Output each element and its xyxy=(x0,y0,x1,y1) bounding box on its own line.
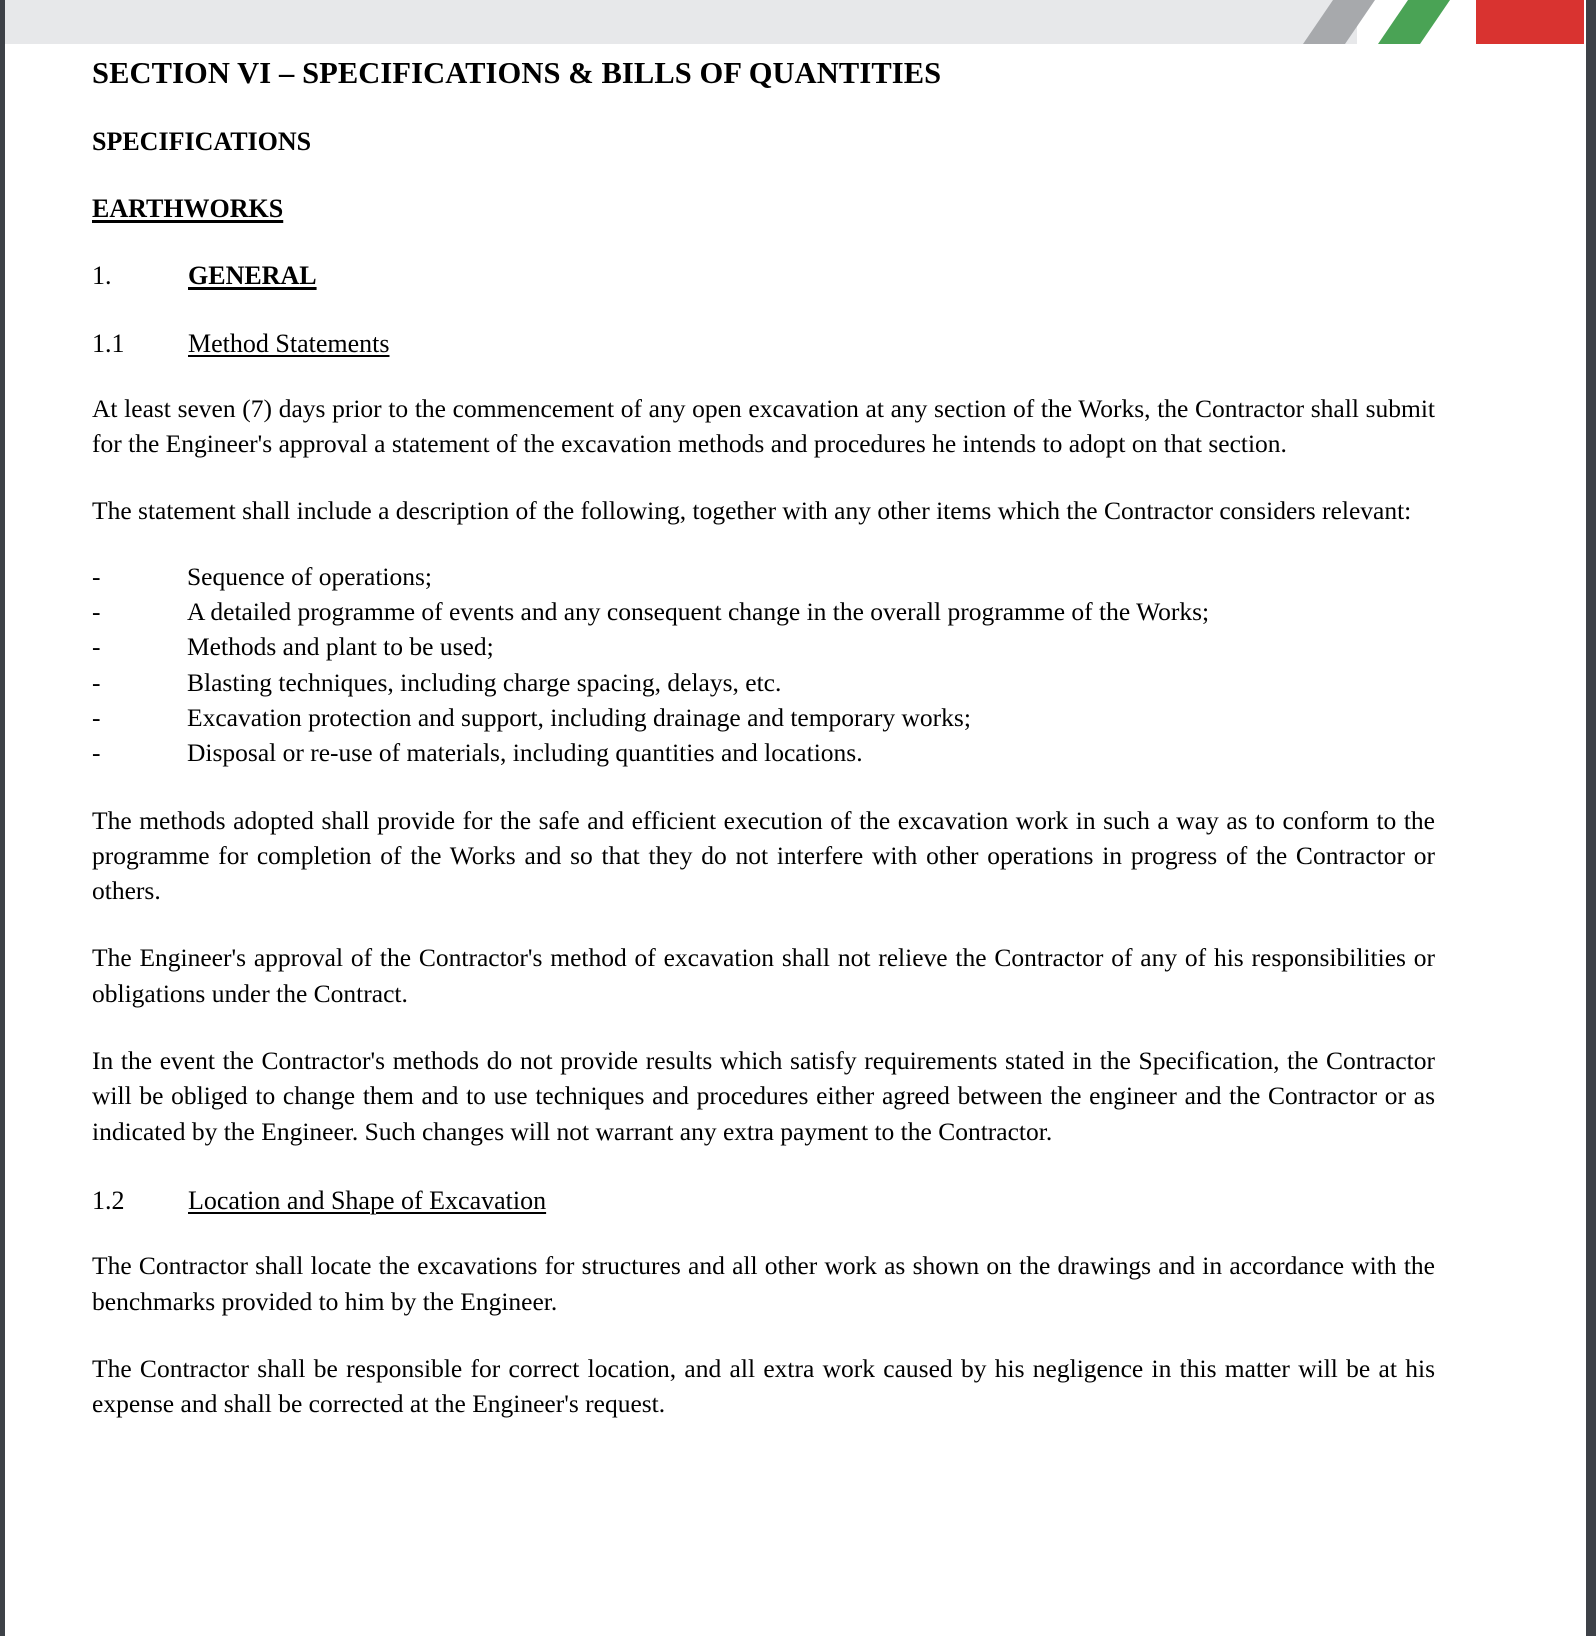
document-content xyxy=(92,44,1435,1421)
earthworks-heading xyxy=(92,157,1435,224)
list-item-label: Blasting techniques, including charge spacing, delays, etc. xyxy=(187,667,782,697)
list-item xyxy=(92,735,1435,770)
dash-bullet-icon: - xyxy=(92,738,101,768)
dash-bullet-icon: - xyxy=(92,667,101,697)
green-slash-icon xyxy=(1378,0,1450,44)
section-heading-general xyxy=(92,224,1435,291)
subsection-title: Location and Shape of Excavation xyxy=(188,1186,547,1216)
dash-bullet-icon: - xyxy=(92,596,101,626)
list-item xyxy=(92,700,1435,735)
list-item xyxy=(92,629,1435,664)
specifications-label: SPECIFICATIONS xyxy=(92,126,312,156)
section-number: 1. xyxy=(92,261,112,291)
earthworks-heading-text: EARTHWORKS xyxy=(92,194,284,224)
subsection-heading-method-statements xyxy=(92,292,1435,359)
paragraph-engineer-approval: The Engineer's approval of the Contractor's method of excavation shall not relieve the Contractor of any of his responsibilities or obligations under the Contract. xyxy=(92,943,1435,1008)
subsection-heading-location-shape xyxy=(92,1149,1435,1216)
list-item-label: Disposal or re-use of materials, including quantities and locations. xyxy=(187,738,863,768)
paragraph-correct-location: The Contractor shall be responsible for correct location, and all extra work caused by his negligence in this matter will be at his expense and shall be corrected at the Engineer's request. xyxy=(92,1353,1435,1419)
paragraph-statement-description: The statement shall include a description of the following, together with any other items which the Contractor considers relevant: xyxy=(92,496,1412,526)
paragraph-methods-adopted: The methods adopted shall provide for the safe and efficient execution of the excavation work in such a way as to conform to the programme for completion of the Works and so that they do not interfere with other operations in progress of the Contractor or others. xyxy=(92,805,1435,906)
subsection-title: Method Statements xyxy=(188,328,390,358)
paragraph-in-the-event: In the event the Contractor's methods do not provide results which satisfy requirements stated in the Specification, the Contractor will be obliged to change them and to use techniques and procedures either agreed between the engineer and the Contractor or as indicated by the Engineer. Such changes will not warrant any extra payment to the Contractor. xyxy=(92,1046,1435,1146)
window-left-border xyxy=(0,0,5,1636)
requirements-list xyxy=(92,529,1435,771)
header-decorative-band xyxy=(5,0,1357,44)
list-item xyxy=(92,665,1435,700)
list-item-label: Methods and plant to be used; xyxy=(187,632,494,662)
list-item xyxy=(92,559,1435,594)
page-title: SECTION VI – SPECIFICATIONS & BILLS OF QUANTITIES xyxy=(92,56,942,90)
list-item-label: Sequence of operations; xyxy=(187,561,433,591)
red-block-icon xyxy=(1476,0,1586,44)
subsection-number: 1.2 xyxy=(92,1186,125,1216)
dash-bullet-icon: - xyxy=(92,632,101,662)
subsection-number: 1.1 xyxy=(92,328,125,358)
dash-bullet-icon: - xyxy=(92,702,101,732)
paragraph-method-statements-intro: At least seven (7) days prior to the commencement of any open excavation at any section of the Works, the Contractor shall submit for the Engineer's approval a statement of the excavation methods and procedures he intends to adopt on that section. xyxy=(92,393,1435,459)
list-item-label: A detailed programme of events and any consequent change in the overall programme of the Works; xyxy=(187,596,1210,626)
dash-bullet-icon: - xyxy=(92,561,101,591)
list-item-label: Excavation protection and support, including drainage and temporary works; xyxy=(187,702,971,732)
paragraph-locate-excavations: The Contractor shall locate the excavations for structures and all other work as shown on the drawings and in accordance with the benchmarks provided to him by the Engineer. xyxy=(92,1251,1435,1316)
list-item xyxy=(92,594,1435,629)
section-title: GENERAL xyxy=(188,261,317,291)
vertical-scrollbar[interactable] xyxy=(1586,0,1596,1636)
